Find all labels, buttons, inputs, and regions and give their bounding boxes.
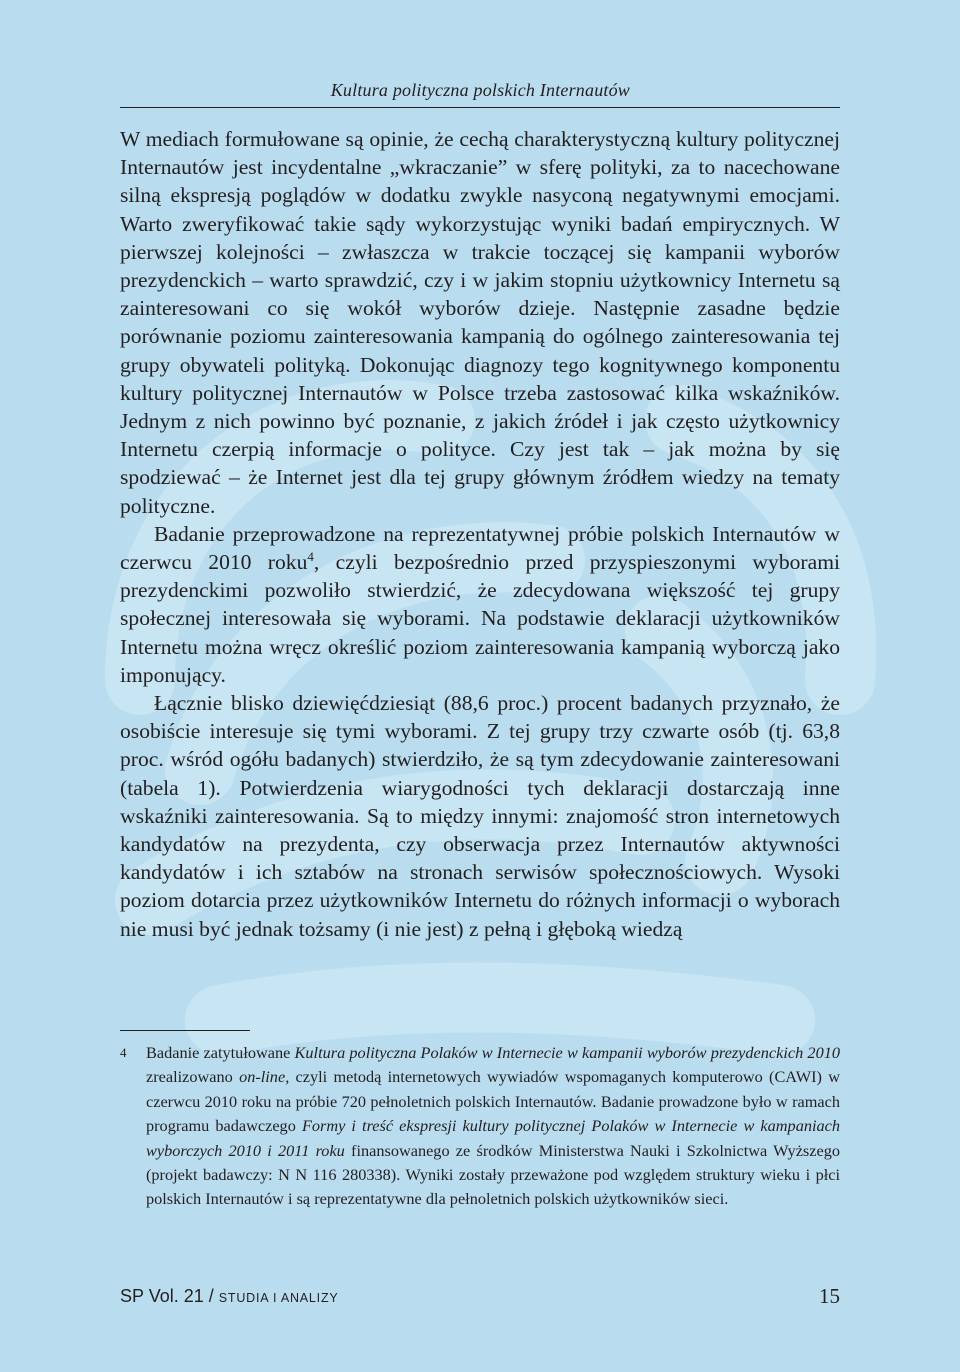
footnote-text-part: zrealizowano — [146, 1067, 240, 1087]
header-divider — [120, 107, 840, 108]
footnote-text-part: , czyli metodą internetowych wywiadów wspomaganych komputerowo (CAWI) w czerwcu 2010 roku na próbie 720 pełnoletnich polskich Internautów. Badanie prowadzone było w ramach programu badawczego — [146, 1067, 840, 1136]
footnote-divider — [120, 1030, 250, 1031]
footnote-text — [146, 1041, 840, 1212]
footnote-reference: 4 — [307, 548, 314, 564]
page-number: 15 — [819, 1284, 840, 1308]
section-name: STUDIA I ANALIZY — [218, 1291, 339, 1305]
paragraph: W mediach formułowane są opinie, że cechą charakterystyczną kultury politycznej Internautów jest incydentalne „wkraczanie” w sferę polityki, za to nacechowane silną ekspresją poglądów w dodatku zwykle nasyconą negatywnymi emocjami. Warto zweryfikować takie sądy wykorzystując wyniki badań empirycznych. W pierwszej kolejności – zwłaszcza w trakcie toczącej się kampanii wyborów prezydenckich – warto sprawdzić, czy i w jakim stopniu użytkownicy Internetu są zainteresowani co się wokół wyborów dzieje. Następnie zasadne będzie porównanie poziomu zainteresowania kampanią do ogólnego zainteresowania tej grupy obywateli polityką. Dokonując diagnozy tego kognitywnego komponentu kultury politycznej Internautów w Polsce trzeba zastosować kilka wskaźników. Jednym z nich powinno być poznanie, z jakich źródeł i jak często użytkownicy Internetu czerpią informacje o polityce. Czy jest tak – jak można by się spodziewać – że Internet jest dla tej grupy głównym źródłem wiedzy na tematy polityczne. — [120, 127, 840, 518]
paragraph-text: , czyli bezpośrednio przed przyspieszonymi wyborami prezydenckimi pozwoliło stwierdzić, że zdecydowana większość tej grupy społecznej interesowała się wyborami. Na podstawie deklaracji użytkowników Internetu można wręcz określić poziom zainteresowania kampanią wyborczą jako imponujący. — [120, 550, 840, 687]
paragraph-text: Badanie przeprowadzone na reprezentatywnej próbie polskich Internautów w czerwcu 2010 roku — [120, 521, 840, 575]
paragraph — [120, 520, 840, 689]
main-text — [120, 125, 840, 943]
footnote — [120, 1041, 840, 1212]
footnote-program-italic: Formy i treść ekspresji kultury politycznej Polaków w Internecie w kampaniach wyborczych 2010 i 2011 roku — [146, 1116, 841, 1160]
journal-name: SP Vol. 21 / — [120, 1286, 219, 1306]
footnote-italic: on-line — [239, 1067, 286, 1087]
journal-footer — [120, 1286, 339, 1307]
paragraph: Łącznie blisko dziewięćdziesiąt (88,6 proc.) procent badanych przyznało, że osobiście interesuje się tymi wyborami. Z tej grupy trzy czwarte osób (tj. 63,8 proc. wśród ogółu badanych) stwierdziło, że są tym zdecydowanie zainteresowani (tabela 1). Potwierdzenia wiarygodności tych deklaracji dostarczają inne wskaźniki zainteresowania. Są to między innymi: znajomość stron internetowych kandydatów na prezydenta, czy obserwacja przez Internautów aktywności kandydatów i ich sztabów na stronach serwisów społecznościowych. Wysoki poziom dotarcia przez użytkowników Internetu do różnych informacji o wyborach nie musi być jednak tożsamy (i nie jest) z pełną i głęboką wiedzą — [120, 691, 840, 941]
footnote-text-part: finansowanego ze środków Ministerstwa Nauki i Szkolnictwa Wyższego (projekt badawczy: N N 116 280338). Wyniki zostały przeważone pod względem struktury wieku i płci polskich Internautów i są reprezentatywne dla pełnoletnich polskich użytkowników sieci. — [146, 1140, 840, 1209]
footnote-text-part: Badanie zatytułowane — [146, 1043, 295, 1062]
footnote-title-italic: Kultura polityczna Polaków w Internecie w kampanii wyborów prezydenckich 2010 — [294, 1043, 840, 1062]
running-head: Kultura polityczna polskich Internautów — [330, 80, 630, 100]
footnote-number: 4 — [120, 1045, 127, 1060]
